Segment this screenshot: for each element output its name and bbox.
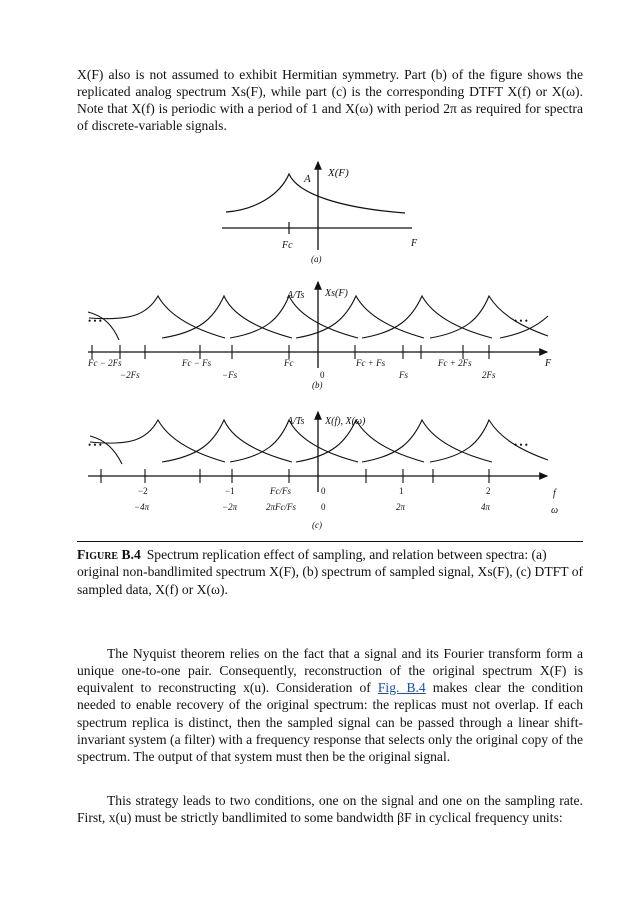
intro-paragraph: X(F) also is not assumed to exhibit Hermitian symmetry. Part (b) of the figure shows the replicated analog spectrum Xs(F), while part (c) is the corresponding DTFT X(f) or X(ω). Note that X(f) is periodic with a period of 1 and X(ω) with period 2π as required for spectra of discrete-variable signals.: [77, 66, 583, 134]
panel-c-omega-tick-label: −4π: [134, 502, 150, 512]
panel-a-label: (a): [311, 254, 322, 264]
panel-b-replica-curve: [89, 296, 225, 338]
nyquist-text-end: makes clear the condition needed to enable recovery of the original spectrum: the replicas must not overlap. If each spectrum replica is distinct, then the sampled signal can be passed through a linear shift-invariant system (a filter) with a frequency response that selects only the original copy of the spectrum. The output of that system must then be the original signal.: [77, 680, 583, 765]
figure-caption-text: Spectrum replication effect of sampling, and relation between spectra: (a) original non-bandlimited spectrum X(F), (b) spectrum of sampled signal, Xs(F), (c) DTFT of sampled data, X(f) or X(ω).: [77, 547, 584, 597]
panel-b-label: (b): [312, 380, 323, 390]
panel-b-peak-label: A/Ts: [287, 290, 305, 301]
panel-c-f-tick-label: 1: [399, 486, 404, 496]
figure-caption: [77, 541, 583, 598]
panel-c-replica-curve: [90, 420, 225, 462]
figure-b4-link[interactable]: Fig. B.4: [377, 680, 426, 696]
panel-c-f-tick-label: 0: [321, 486, 326, 496]
nyquist-paragraph: [77, 645, 583, 766]
panel-b-tick-label: Fc + Fs: [356, 358, 386, 368]
panel-a-spectrum-curve: [226, 174, 405, 213]
panel-c-f-tick-label: −2: [138, 486, 148, 496]
panel-b-tick-label: Fc − 2Fs: [88, 358, 122, 368]
panel-c-replica-curve: [430, 420, 548, 462]
panel-c-fc-f-label: Fc/Fs: [270, 486, 291, 496]
panel-b-tick-label: 2Fs: [482, 370, 496, 380]
panel-b-dots-left: • • •: [88, 316, 102, 326]
panel-b-replica-curve: [296, 296, 424, 338]
panel-b-dots-right: • • •: [514, 316, 528, 326]
panel-c-omega-tick-label: 2π: [396, 502, 406, 512]
panel-b-replica-curve: [362, 296, 492, 338]
panel-b-y-label: Xs(F): [325, 288, 348, 299]
panel-c-omega-axis-label: ω: [551, 505, 559, 516]
panel-c-dots-left: • • •: [88, 440, 102, 450]
panel-c-replica-curve: [162, 420, 292, 462]
strategy-paragraph: This strategy leads to two conditions, one on the signal and one on the sampling rate. First, x(u) must be strictly bandlimited to some bandwidth βF in cyclical frequency units:: [77, 792, 583, 825]
panel-b-replica-curve: [430, 296, 548, 338]
panel-b: [87, 282, 552, 390]
panel-b-tick-label: 0: [320, 370, 325, 380]
panel-c-f-axis-label: f: [553, 488, 556, 499]
panel-c-dots-right: • • •: [514, 440, 528, 450]
panel-c-label: (c): [312, 520, 322, 530]
panel-c-y-label: X(f), X(ω): [325, 416, 366, 427]
panel-b-tick-label: −2Fs: [120, 370, 140, 380]
panel-c-omega-tick-label: 4π: [481, 502, 491, 512]
panel-b-axis-label: F: [545, 358, 552, 369]
panel-a-fc-label: Fc: [282, 240, 293, 251]
figure-caption-label: Figure B.4: [77, 547, 141, 562]
panel-b-tick-label: Fc − Fs: [182, 358, 212, 368]
nyquist-text-start: The Nyquist theorem relies on the fact that a signal and its Fourier transform form a unique one-to-one pair. Consequently, reconstruction of the original spectrum X(F) is equivalent to reconstructing x(u). Consideration of: [77, 645, 583, 696]
panel-b-replica-curve: [230, 296, 358, 338]
panel-c: [88, 412, 558, 530]
panel-a-axis-label: F: [411, 238, 418, 249]
panel-c-omega-tick-label: 0: [321, 502, 326, 512]
panel-c-f-tick-label: −1: [225, 486, 235, 496]
panel-b-tick-label: Fc + 2Fs: [438, 358, 472, 368]
panel-a: [222, 162, 418, 264]
panel-c-omega-tick-label: −2π: [222, 502, 238, 512]
panel-c-fc-omega-label: 2πFc/Fs: [266, 502, 297, 512]
panel-c-replica-curve: [362, 420, 492, 462]
panel-a-peak-label: A: [304, 173, 311, 185]
panel-c-f-tick-label: 2: [486, 486, 491, 496]
panel-b-tick-label: Fc: [284, 358, 294, 368]
panel-c-peak-label: A/Ts: [287, 416, 305, 427]
panel-a-y-label: X(F): [328, 167, 349, 179]
panel-b-tick-label: −Fs: [222, 370, 238, 380]
panel-b-replica-curve: [162, 296, 292, 338]
panel-b-tick-label: Fs: [399, 370, 408, 380]
